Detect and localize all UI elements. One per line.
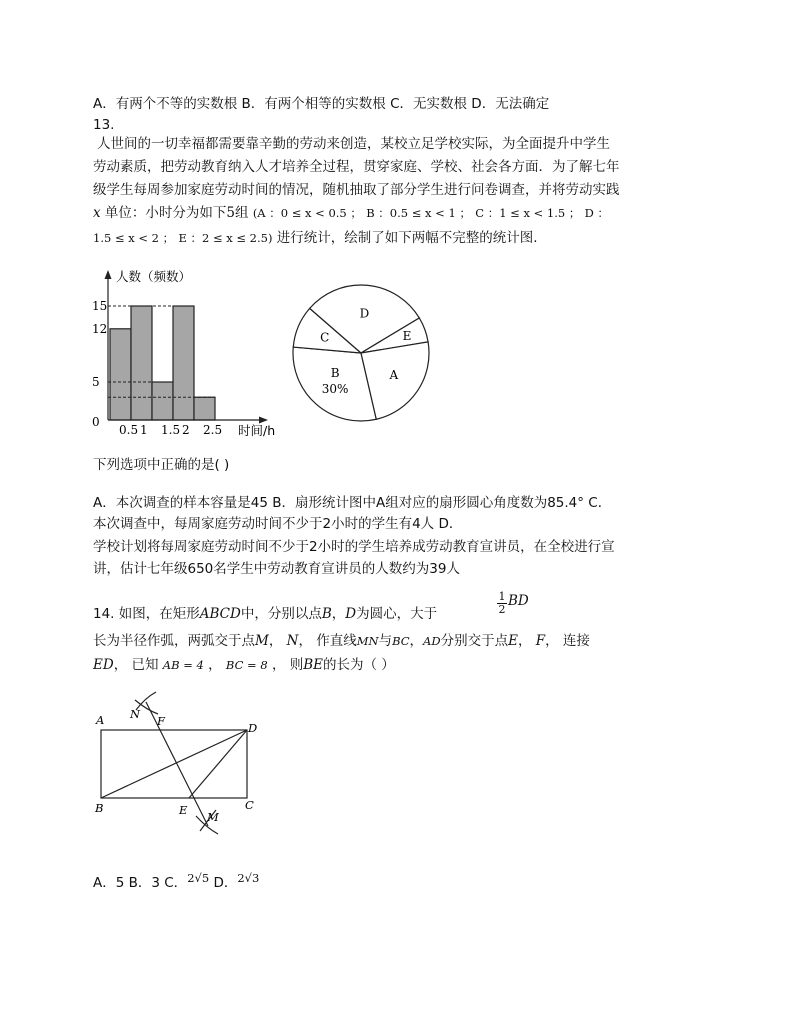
group-b: B ：0.5 ≤ x < 1 ；	[366, 206, 471, 220]
q13-prompt: 下列选项中正确的是( )	[93, 457, 230, 473]
y-axis-arrow	[105, 270, 112, 279]
q13-option-d-line2: 讲，估计七年级650名学生中劳动教育宣讲员的人数约为39人	[93, 561, 460, 577]
q14-options-ab: A．5 B．3 C．	[93, 875, 188, 891]
y-axis-label: 人数（频数）	[116, 269, 192, 284]
rect-abcd: ABCD	[199, 606, 241, 622]
q14-option-c-value: 2√5	[187, 871, 210, 885]
y-tick-label-12: 12	[92, 321, 108, 336]
q13-stem-line2: 劳动素质，把劳动教育纳入人才培养全过程，贯穿家庭、学校、社会各方面．为了解七年	[93, 159, 620, 175]
label-b: B	[95, 801, 104, 815]
q14-line3	[93, 656, 395, 674]
histogram-bar-D	[173, 306, 194, 420]
q13-stem-line5	[93, 229, 538, 247]
side-bc: BC	[392, 634, 410, 648]
histogram-bar-B	[131, 306, 152, 420]
label-n: N	[130, 707, 141, 721]
unit-text: 单位：小时分为如下	[104, 205, 227, 221]
y-tick-label-0: 0	[92, 415, 100, 429]
q13-stem-line1: 人世间的一切幸福都需要靠辛勤的劳动来创造，某校立足学校实际，为全面提升中学生	[97, 136, 610, 152]
given-bc: BC = 8	[225, 658, 268, 672]
point-e: E	[508, 633, 518, 649]
y-tick-label-5: 5	[92, 375, 100, 389]
side-ad: AD	[423, 634, 441, 648]
q14-text-k: 的长为（ ）	[323, 657, 395, 673]
label-e: E	[179, 803, 188, 817]
histogram-bar-E	[194, 397, 215, 420]
histogram-bar-A	[110, 329, 131, 420]
segment-ed-line	[189, 730, 247, 798]
pie-label-C: C	[320, 330, 330, 345]
y-tick-label-15: 15	[92, 299, 108, 313]
histogram-bar-C	[152, 382, 173, 420]
pie-label-B: B	[330, 365, 340, 380]
x-axis-label: 时间/h	[238, 423, 276, 438]
var-x: x	[93, 205, 101, 221]
comma: ，	[331, 606, 346, 622]
x-tick-label-2.5: 2.5	[203, 423, 223, 437]
segment-be: BE	[303, 657, 324, 673]
q14-text-d: 长为半径作弧，两弧交于点	[93, 633, 255, 649]
given-ab: AB = 4	[162, 658, 204, 672]
fraction-half	[497, 591, 507, 616]
comma-5: ，	[208, 657, 222, 673]
pie-label-E: E	[402, 329, 412, 344]
q14-text-j: ， 则	[271, 657, 304, 673]
histogram-chart	[88, 262, 288, 442]
x-tick-label-1: 1	[140, 423, 148, 437]
label-f: F	[157, 714, 165, 728]
point-n: N	[286, 633, 299, 649]
segment-bd: BD	[508, 593, 529, 609]
line-mn: MN	[356, 634, 379, 648]
q14-line2	[93, 632, 590, 650]
diagonal-bd	[101, 730, 247, 798]
segment-ed: ED	[93, 657, 114, 673]
label-d: D	[248, 721, 258, 735]
pie-label-A: A	[389, 367, 399, 382]
group-c: C ：1 ≤ x < 1.5 ；	[475, 206, 581, 220]
q14-option-d-label: D．	[213, 875, 238, 891]
comma-2: ，	[268, 633, 283, 649]
q14-text-e: ， 作直线	[298, 633, 357, 649]
label-a: A	[96, 713, 105, 727]
q14-options	[93, 871, 260, 892]
stem-tail: 进行统计，绘制了如下两幅不完整的统计图.	[276, 230, 538, 246]
q13-option-c: 本次调查中，每周家庭劳动时间不少于2小时的学生有4人 D．	[93, 516, 463, 532]
q13-option-d-line1: 学校计划将每周家庭劳动时间不少于2小时的学生培养成劳动教育宣讲员，在全校进行宣	[93, 539, 615, 555]
q14-text-c: 为圆心，大于	[356, 606, 438, 622]
q13-option-ab: A．本次调查的样本容量是45 B．扇形统计图中A组对应的扇形圆心角度数为85.4° C．	[93, 495, 612, 511]
x-tick-label-0.5: 0.5	[119, 423, 139, 437]
q12-options: A．有两个不等的实数根 B．有两个相等的实数根 C．无实数根 D．无法确定	[93, 96, 550, 112]
pie-percent-B: 30%	[321, 381, 349, 396]
group-d-range: 1.5 ≤ x < 2 ；	[93, 231, 175, 245]
q14-text-a: 14. 如图，在矩形	[93, 606, 200, 622]
rectangle-figure	[88, 688, 278, 838]
pie-chart	[286, 280, 436, 430]
comma-4: ，	[517, 633, 532, 649]
q14-text-b: 中，分别以点	[240, 606, 322, 622]
x-tick-label-2: 2	[182, 423, 190, 437]
group-e: E ：2 ≤ x ≤ 2.5)	[178, 231, 273, 245]
group-word: 组	[235, 205, 249, 221]
fraction-numerator: 1	[498, 590, 506, 603]
group-d: D ：	[584, 206, 610, 220]
group-a: (A ：0 ≤ x < 0.5 ；	[252, 206, 362, 220]
q13-stem-line3: 级学生每周参加家庭劳动时间的情况，随机抽取了部分学生进行问卷调查，并将劳动实践	[93, 182, 620, 198]
q14-option-d-value: 2√3	[237, 871, 260, 885]
q14-text-i: ， 已知	[113, 657, 159, 673]
label-m: M	[207, 810, 219, 824]
q14-text-g: 分别交于点	[440, 633, 509, 649]
q14-text-h: ， 连接	[545, 633, 590, 649]
label-c: C	[245, 798, 254, 812]
point-b: B	[321, 606, 332, 622]
comma-3: ，	[409, 633, 424, 649]
fraction-denominator: 2	[498, 603, 506, 616]
q14-line1	[93, 605, 437, 623]
point-d: D	[345, 606, 357, 622]
point-f: F	[535, 633, 546, 649]
q14-text-f: 与	[378, 633, 393, 649]
q13-number: 13.	[93, 117, 115, 133]
pie-label-D: D	[359, 306, 370, 321]
five: 5	[226, 205, 236, 221]
point-m: M	[255, 633, 269, 649]
q13-stem-line4	[93, 204, 609, 222]
x-tick-label-1.5: 1.5	[161, 423, 181, 437]
line-mn-drawn	[146, 702, 208, 826]
